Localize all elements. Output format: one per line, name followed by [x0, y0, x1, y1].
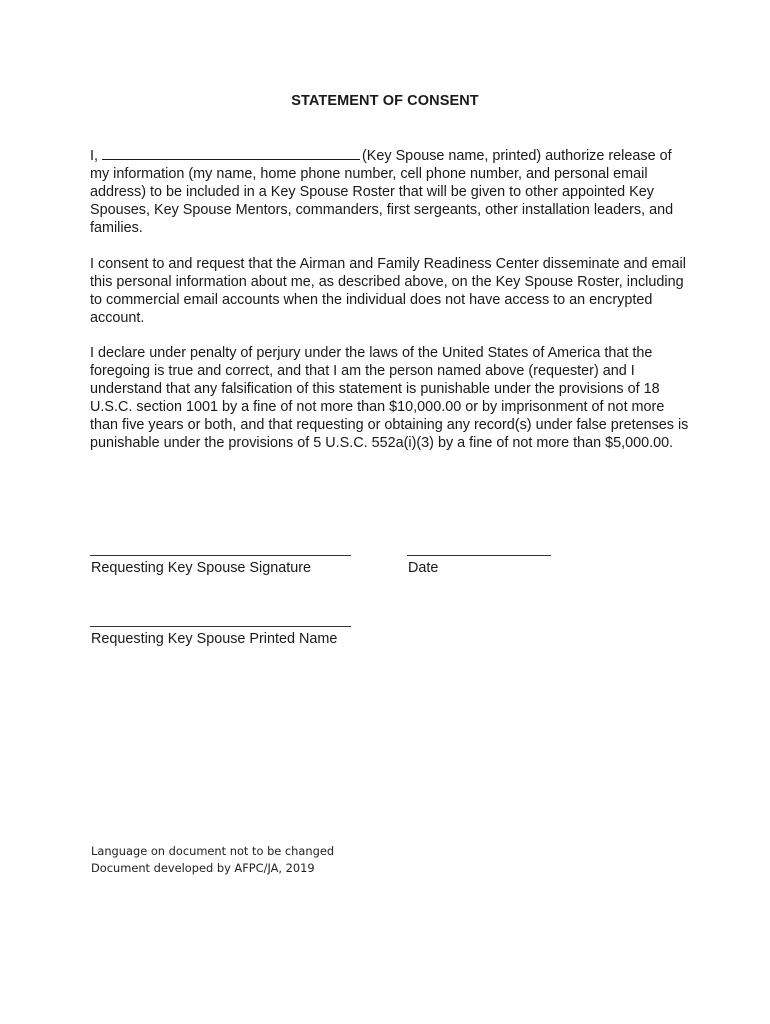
consent-paragraph-dissemination: I consent to and request that the Airman and Family Readiness Center disseminate and email this personal information about me, as described above, on the Key Spouse Roster, including to commercial email accounts when the individual does not have access to an encrypted account. [90, 256, 686, 326]
consent-paragraph-release [90, 147, 690, 237]
key-spouse-name-blank[interactable] [102, 147, 360, 160]
paragraph-prefix: I, [90, 148, 98, 164]
signature-label: Requesting Key Spouse Signature [91, 560, 312, 576]
footer-note-developer: Document developed by AFPC/JA, 2019 [91, 861, 315, 875]
date-line[interactable] [407, 555, 551, 556]
paragraph-body: (Key Spouse name, printed) authorize release of my information (my name, home phone number, cell phone number, and personal email address) to be included in a Key Spouse Roster that will be given to other appointed Key Spouses, Key Spouse Mentors, commanders, first sergeants, other installation leaders, and families. [90, 148, 674, 236]
printed-name-label: Requesting Key Spouse Printed Name [91, 631, 338, 647]
date-label: Date [408, 560, 439, 576]
footer-note-language: Language on document not to be changed [91, 844, 335, 858]
printed-name-line[interactable] [90, 626, 351, 627]
page-title: STATEMENT OF CONSENT [291, 93, 479, 109]
perjury-declaration-paragraph: I declare under penalty of perjury under the laws of the United States of America that the foregoing is true and correct, and that I am the person named above (requester) and I understand that any falsification of this statement is punishable under the provisions of 18 U.S.C. section 1001 by a fine of not more than $10,000.00 or by imprisonment of not more than five years or both, and that requesting or obtaining any record(s) under false pretenses is punishable under the provisions of 5 U.S.C. 552a(i)(3) by a fine of not more than $5,000.00. [90, 345, 689, 451]
signature-line[interactable] [90, 555, 351, 556]
